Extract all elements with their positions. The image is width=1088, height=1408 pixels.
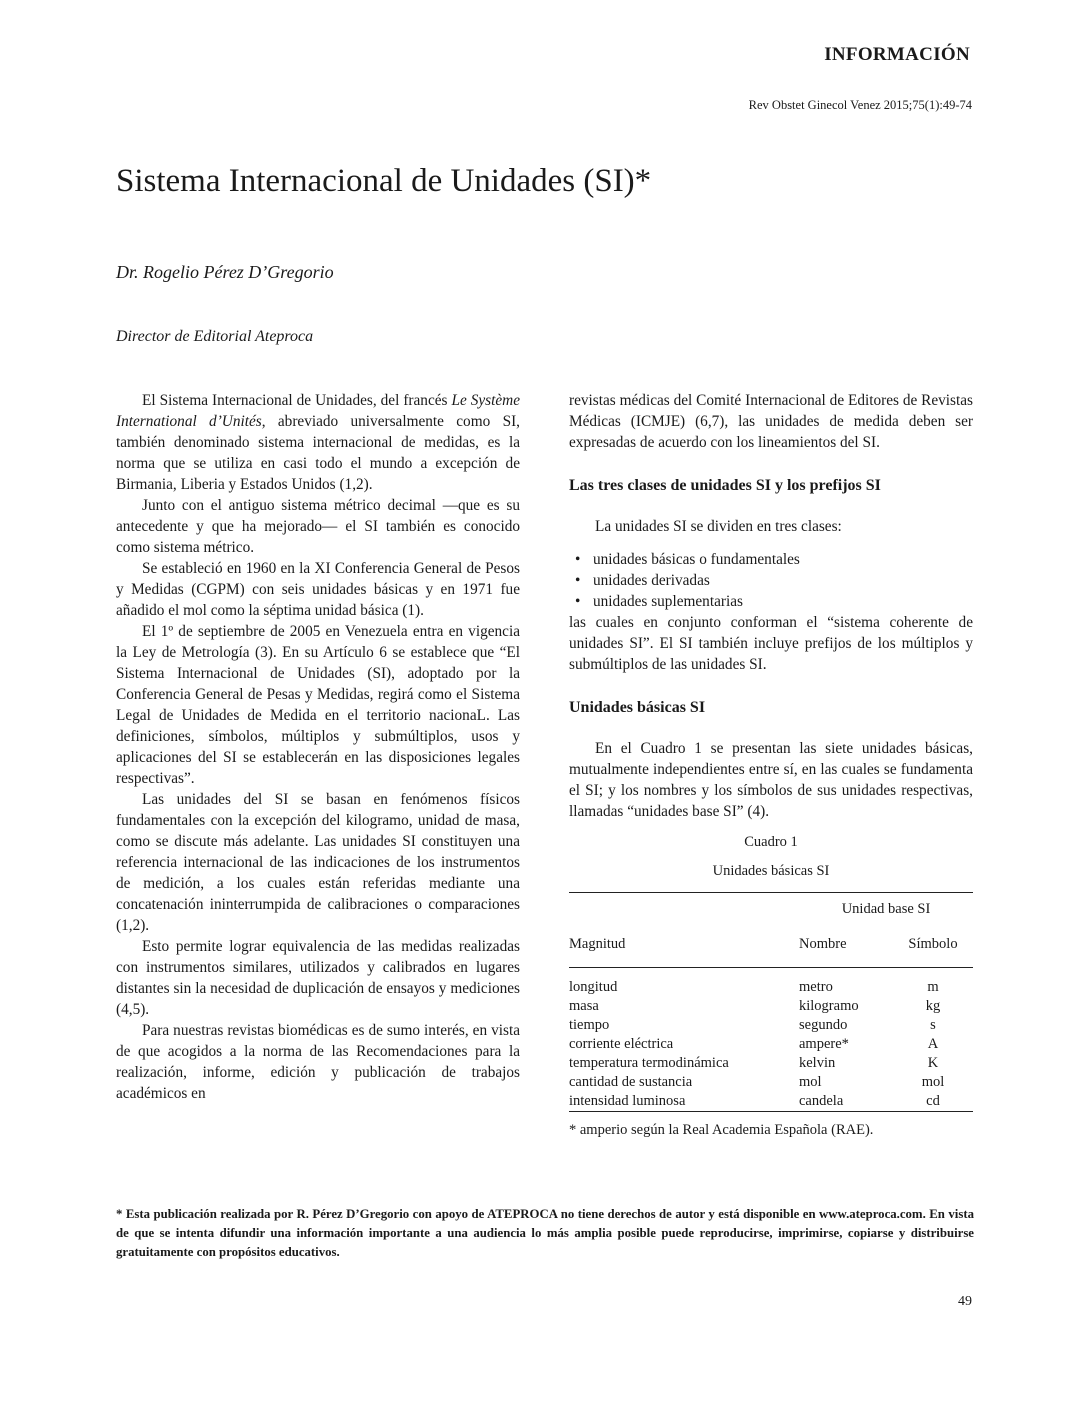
table-row: cantidad de sustancia mol mol (569, 1074, 945, 1090)
bullet-icon: • (575, 551, 581, 568)
paragraph: En el Cuadro 1 se presentan las siete unidades básicas, mutualmente independientes entre sí, en las cuales se fundamenta el SI; y los nombres y los símbolos de sus unidades respectivas, llamadas “unidades base SI” (4). (569, 740, 973, 820)
paragraph: Esto permite lograr equivalencia de las medidas realizadas con instrumentos similares, utilizados y calibrados en lugares distantes sin la necesidad de duplicación de ensayos y mediciones (4,5). (116, 938, 520, 1018)
author-name: Dr. Rogelio Pérez D’Gregorio (116, 262, 334, 282)
table-row: masa kilogramo kg (569, 998, 941, 1014)
paragraph: El 1º de septiembre de 2005 en Venezuela entra en vigencia la Ley de Metrología (3). En su Artículo 6 se establece que “El Sistema Internacional de Unidades (SI), adoptado por la Conferencia General de Pesas y Medidas, regirá como el Sistema Legal de Unidades de Medida en el territorio nacionaL. Las definiciones, símbolos, múltiplos y submúltiplos, usos y aplicaciones del SI se establecerán en las disposiciones legales respectivas”. (116, 623, 520, 787)
right-column (569, 390, 973, 1141)
table-row: corriente eléctrica ampere* A (569, 1036, 939, 1052)
table-row: longitud metro m (569, 979, 939, 995)
journal-citation: Rev Obstet Ginecol Venez 2015;75(1):49-74 (748, 98, 972, 112)
bullet-icon: • (575, 572, 581, 589)
page-number: 49 (958, 1294, 972, 1309)
page-footnote: * Esta publicación realizada por R. Pérez D’Gregorio con apoyo de ATEPROCA no tiene derechos de autor y está disponible en www.ateproca.com. En vista de que se intenta difundir una información importante a una audiencia lo más amplia posible puede reproducirse, imprimirse, copiarse y distribuirse gratuitamente con propósitos educativos. (116, 1207, 974, 1259)
column-header: Nombre (799, 936, 847, 952)
column-header: Magnitud (569, 936, 626, 952)
paragraph: las cuales en conjunto conforman el “sistema coherente de unidades SI”. El SI también incluye prefijos de los múltiplos y submúltiplos de las unidades SI. (569, 614, 973, 673)
author-affiliation: Director de Editorial Ateproca (116, 328, 314, 345)
section-heading: Unidades básicas SI (569, 699, 706, 716)
table-row: tiempo segundo s (569, 1017, 936, 1033)
table-footnote: * amperio según la Real Academia Española (RAE). (569, 1122, 874, 1138)
list-item: • unidades suplementarias (575, 593, 743, 610)
column-header: Símbolo (908, 936, 958, 952)
unit-classes-list (569, 549, 973, 612)
si-units-table (569, 892, 973, 1116)
paragraph: Junto con el antiguo sistema métrico decimal —que es su antecedente y que ha mejorado— el SI también es conocido como sistema métrico. (116, 497, 520, 556)
paragraph: Las unidades del SI se basan en fenómenos físicos fundamentales con la excepción del kilogramo, unidad de masa, como se discute más adelante. Las unidades SI constituyen una referencia internacional de las indicaciones de los instrumentos de medición, a los cuales están referidas mediante una concatenación ininterrumpida de calibraciones o comparaciones (1,2). (116, 791, 520, 934)
group-header: Unidad base SI (799, 893, 973, 921)
bullet-icon: • (575, 593, 581, 610)
article-title: Sistema Internacional de Unidades (SI)* (116, 163, 652, 199)
table-row: intensidad luminosa candela cd (569, 1093, 940, 1109)
list-item: • unidades derivadas (575, 572, 710, 589)
left-column (116, 390, 520, 1104)
table-row: temperatura termodinámica kelvin K (569, 1055, 939, 1071)
french-name: Le Système International d’Unités (116, 392, 520, 430)
paragraph: revistas médicas del Comité Internacional de Editores de Revistas Médicas (ICMJE) (6,7), las unidades de medida deben ser expresadas de acuerdo con los lineamientos del SI. (569, 392, 973, 451)
paragraph: Para nuestras revistas biomédicas es de sumo interés, en vista de que acogidos a la norma de las Recomendaciones para la realización, informe, edición y publicación de trabajos académicos en (116, 1022, 520, 1102)
table-subcaption: Unidades básicas SI (712, 863, 830, 879)
table-caption: Cuadro 1 (744, 834, 798, 850)
paragraph: El Sistema Internacional de Unidades, del francés Le Système International d’Unités, abreviado universalmente como SI, también denominado sistema internacional de medidas, es la norma que se utiliza en casi todo el mundo a excepción de Birmania, Liberia y Estados Unidos (1,2). (116, 392, 520, 493)
section-heading: Las tres clases de unidades SI y los prefijos SI (569, 477, 881, 494)
paragraph: Se estableció en 1960 en la XI Conferencia General de Pesos y Medidas (CGPM) con seis unidades básicas y en 1971 fue añadido el mol como la séptima unidad básica (1). (116, 560, 520, 619)
list-item: • unidades básicas o fundamentales (575, 551, 800, 568)
section-label: INFORMACIÓN (824, 44, 970, 65)
paragraph: La unidades SI se dividen en tres clases: (595, 518, 842, 535)
